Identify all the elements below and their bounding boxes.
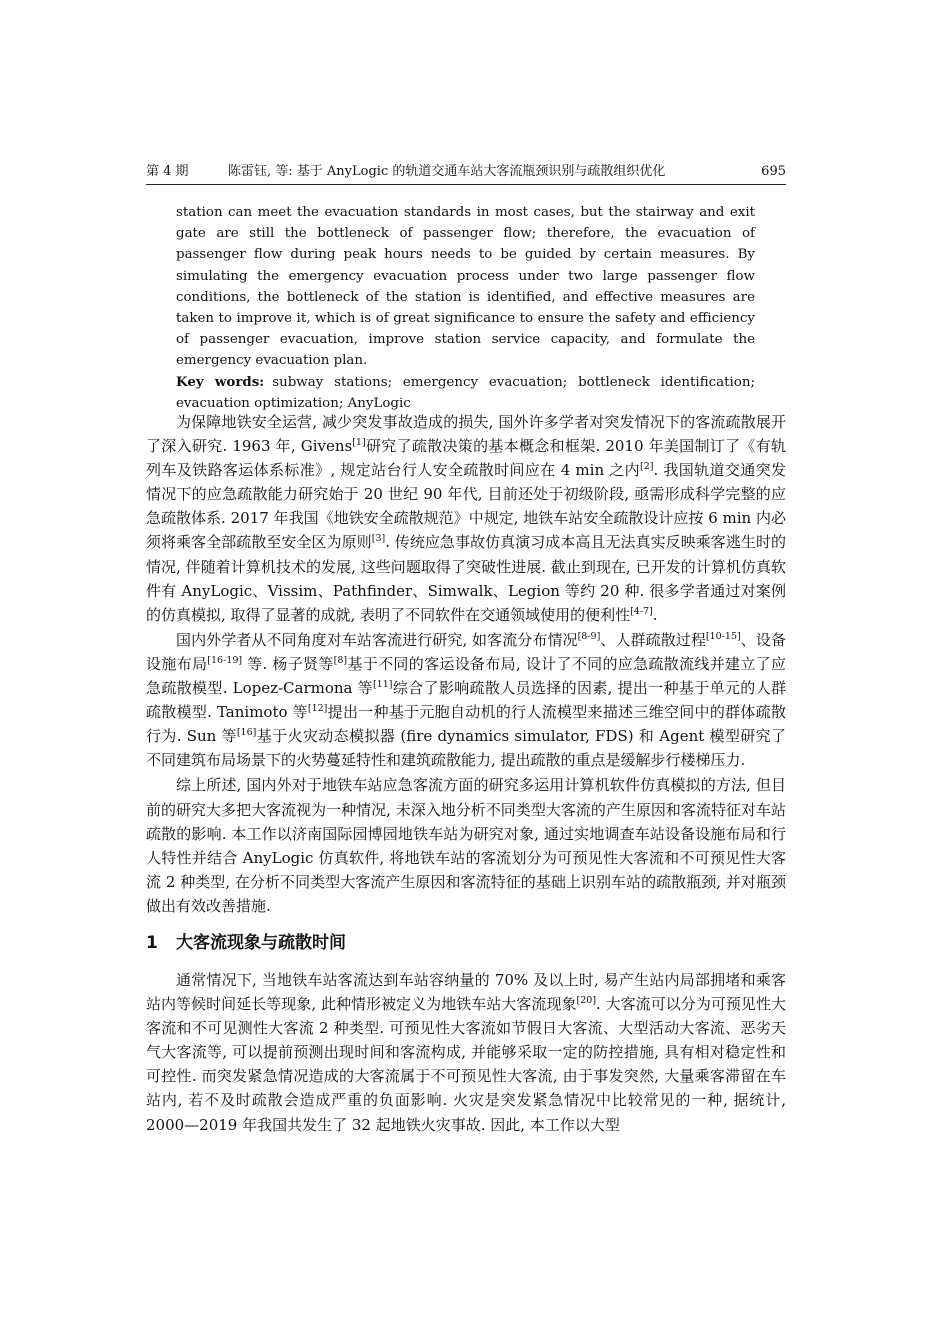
citation: [16] xyxy=(236,727,257,739)
citation: [8-9] xyxy=(577,630,601,642)
header-rule xyxy=(146,184,786,185)
running-header xyxy=(146,163,786,183)
citation: [8] xyxy=(333,654,348,666)
citation: [20] xyxy=(576,995,597,1007)
main-text xyxy=(146,410,786,1137)
paragraph-4: 通常情况下, 当地铁车站客流达到车站容纳量的 70% 及以上时, 易产生站内局部拥堵和乘客站内等候时间延长等现象, 此种情形被定义为地铁车站大客流现象[20]. 大客流可以分为可预见性大客流和不可见测性大客流 2 种类型. 可预见性大客流如节假日大客流、大型活动大客流、恶劣天气大客流等, 可以提前预测出现时间和客流构成, 并能够采取一定的防控措施, 具有相对稳定性和可控性. 而突发紧急情况造成的大客流属于不可预见性大客流, 由于事发突然, 大量乘客滞留在车站内, 若不及时疏散会造成严重的负面影响. 火灾是突发紧急情况中比较常见的一种, 据统计, 2000—2019 年我国共发生了 32 起地铁火灾事故. 因此, 本工作以大型 xyxy=(146,970,786,1134)
section-title: 大客流现象与疏散时间 xyxy=(176,932,346,953)
issue-number: 第 4 期 xyxy=(146,164,189,179)
paragraph-2: 国内外学者从不同角度对车站客流进行研究, 如客流分布情况[8-9]、人群疏散过程[10-15]、设备设施布局[16-19] 等. 杨子贤等[8]基于不同的客运设备布局, 设计了不同的应急疏散流线并建立了应急疏散模型. Lopez-Carmona 等[11]综合了影响疏散人员选择的因素, 提出一种基于单元的人群疏散模型. Tanimoto 等[12]提出一种基于元胞自动机的行人流模型来描述三维空间中的群体疏散行为. Sun 等[16]基于火灾动态模拟器 (fire dynamics simulator, FDS) 和 Agent 模型研究了不同建筑布局场景下的火势蔓延特性和建筑疏散能力, 提出疏散的重点是缓解步行楼梯压力. xyxy=(146,630,786,770)
citation: [16-19] xyxy=(207,654,243,666)
paragraph-1: 为保障地铁安全运营, 减少突发事故造成的损失, 国外许多学者对突发情况下的客流疏散展开了深入研究. 1963 年, Givens[1]研究了疏散决策的基本概念和框架. 2010 年美国制订了《有轨列车及铁路客运体系标准》, 规定站台行人安全疏散时间应在 4 min 之内[2]. 我国轨道交通突发情况下的应急疏散能力研究始于 20 世纪 90 年代, 目前还处于初级阶段, 亟需形成科学完整的应急疏散体系. 2017 年我国《地铁安全疏散规范》中规定, 地铁车站安全疏散设计应按 6 min 内必须将乘客全部疏散至安全区为原则[3]. 传统应急事故仿真演习成本高且无法真实反映乘客逃生时的情况, 伴随着计算机技术的发展, 这些问题取得了突破性进展. 截止到现在, 已开发的计算机仿真软件有 AnyLogic、Vissim、Pathfinder、Simwalk、Legion 等约 20 种. 很多学者通过对案例的仿真模拟, 取得了显著的成就, 表明了不同软件在交通领域使用的便利性[4-7]. xyxy=(146,413,786,624)
running-title: 陈雷钰, 等: 基于 AnyLogic 的轨道交通车站大客流瓶颈识别与疏散组织优化 xyxy=(228,164,666,179)
citation: [1] xyxy=(352,437,366,449)
section-heading xyxy=(146,930,786,956)
paragraph-3: 综上所述, 国内外对于地铁车站应急客流方面的研究多运用计算机软件仿真模拟的方法, 但目前的研究大多把大客流视为一种情况, 未深入地分析不同类型大客流的产生原因和客流特征对车站疏散的影响. 本工作以济南国际园博园地铁车站为研究对象, 通过实地调查车站设备设施布局和行人特性并结合 AnyLogic 仿真软件, 将地铁车站的客流划分为可预见性大客流和不可预见性大客流 2 种类型, 在分析不同类型大客流产生原因和客流特征的基础上识别车站的疏散瓶颈, 并对瓶颈做出有效改善措施. xyxy=(146,776,786,915)
citation: [2] xyxy=(640,461,654,473)
english-abstract xyxy=(176,202,755,414)
keywords-label: Key words: xyxy=(176,373,265,390)
citation: [12] xyxy=(307,703,328,715)
page-number: 695 xyxy=(761,164,786,179)
section-number: 1 xyxy=(146,932,158,953)
citation: [11] xyxy=(372,679,393,691)
citation: [3] xyxy=(371,533,386,545)
citation: [10-15] xyxy=(705,630,741,642)
keywords xyxy=(176,372,755,414)
abstract-text: station can meet the evacuation standards in most cases, but the stairway and exit gate are still the bottleneck of passenger flow; therefore, the evacuation of passenger flow during peak hours needs to be guided by certain measures. By simulating the emergency evacuation process under two large passenger flow conditions, the bottleneck of the station is identified, and effective measures are taken to improve it, which is of great significance to ensure the safety and efficiency of passenger evacuation, improve station service capacity, and formulate the emergency evacuation plan. xyxy=(176,205,755,369)
keywords-text: subway stations; emergency evacuation; bottleneck identification; evacuation optimization; AnyLogic xyxy=(176,374,755,411)
citation: [4-7] xyxy=(630,605,653,617)
